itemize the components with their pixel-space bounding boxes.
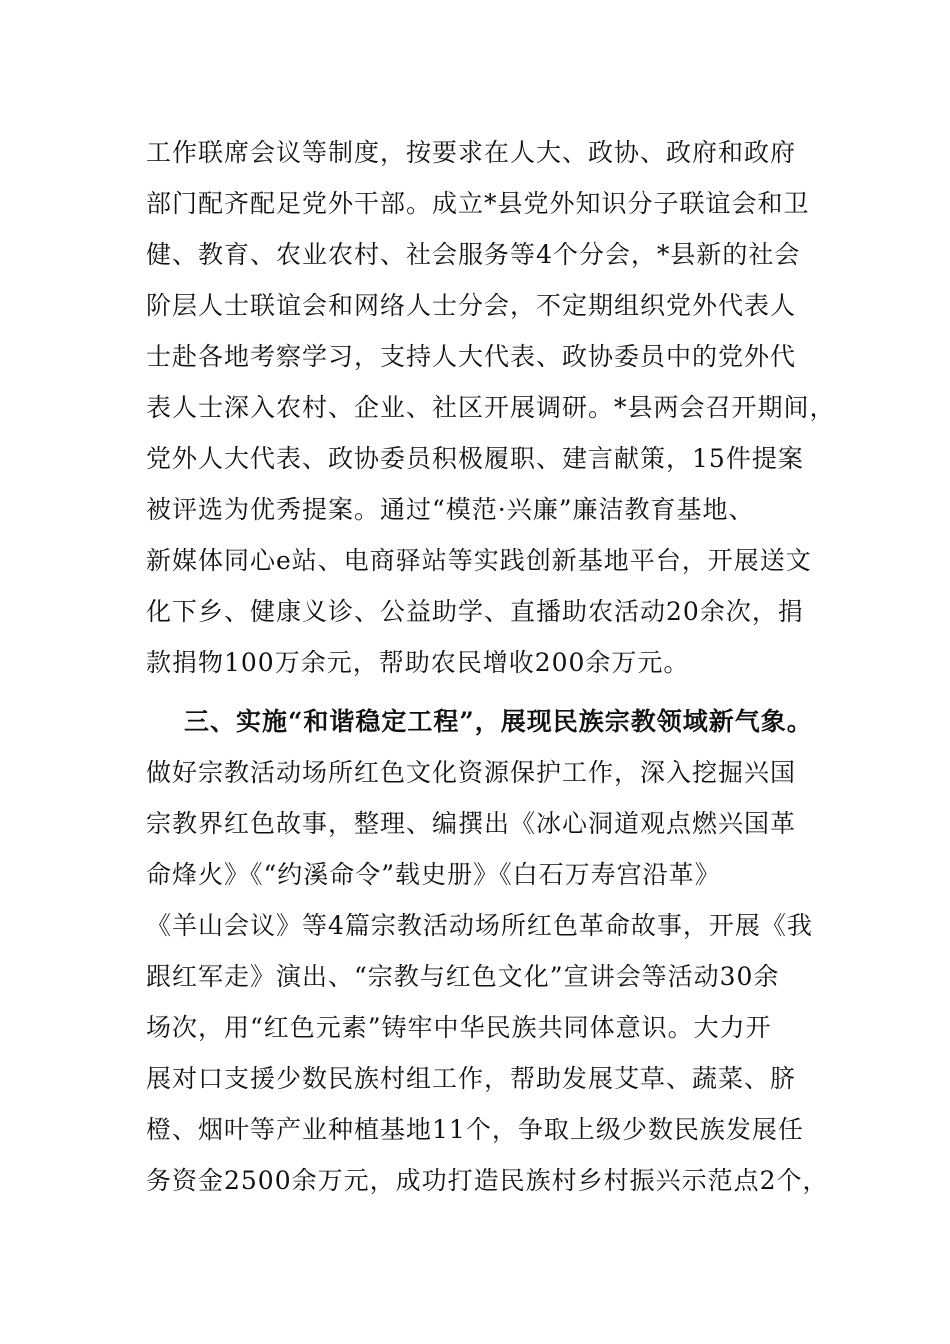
section-heading: 三、实施“和谐稳定工程”，展现民族宗教领域新气象。	[184, 707, 813, 736]
paragraph-1	[146, 127, 836, 688]
text-line: 橙、烟叶等产业种植基地11个，争取上级少数民族发展任	[146, 1115, 804, 1144]
text-line: 表人士深入农村、企业、社区开展调研。*县两会召开期间，	[146, 393, 836, 422]
text-line: 化下乡、健康义诊、公益助学、直播助农活动20余次，捐	[146, 597, 804, 626]
text-line: 务资金2500余万元，成功打造民族村乡村振兴示范点2个，	[146, 1166, 829, 1195]
text-line: 场次，用“红色元素”铸牢中华民族共同体意识。大力开	[146, 1013, 772, 1042]
text-line: 款捐物100万余元，帮助农民增收200余万元。	[146, 648, 690, 677]
text-line: 工作联席会议等制度，按要求在人大、政协、政府和政府	[146, 138, 797, 167]
paragraph-2	[146, 696, 836, 1206]
text-line: 宗教界红色故事，整理、编撰出《冰心洞道观点燃兴国革	[146, 809, 797, 838]
text-line: 新媒体同心e站、电商驿站等实践创新基地平台，开展送文	[146, 546, 812, 575]
text-line: 部门配齐配足党外干部。成立*县党外知识分子联谊会和卫	[146, 189, 810, 218]
text-line: 《羊山会议》等4篇宗教活动场所红色革命故事，开展《我	[146, 911, 813, 940]
text-line: 被评选为优秀提案。通过“模范·兴廉”廉洁教育基地、	[146, 495, 755, 524]
text-line: 展对口支援少数民族村组工作，帮助发展艾草、蔬菜、脐	[146, 1064, 797, 1093]
text-line: 阶层人士联谊会和网络人士分会，不定期组织党外代表人	[146, 291, 797, 320]
text-line: 健、教育、农业农村、社会服务等4个分会，*县新的社会	[146, 240, 801, 269]
text-line: 党外人大代表、政协委员积极履职、建言献策，15件提案	[146, 444, 804, 473]
text-line: 做好宗教活动场所红色文化资源保护工作，深入挖掘兴国	[146, 758, 797, 787]
text-line: 士赴各地考察学习，支持人大代表、政协委员中的党外代	[146, 342, 797, 371]
text-line: 跟红军走》演出、“宗教与红色文化”宣讲会等活动30余	[146, 962, 780, 991]
text-line: 命烽火》《“约溪命令”载史册》《白石万寿宫沿革》	[146, 860, 721, 889]
section-heading-line	[146, 696, 836, 747]
